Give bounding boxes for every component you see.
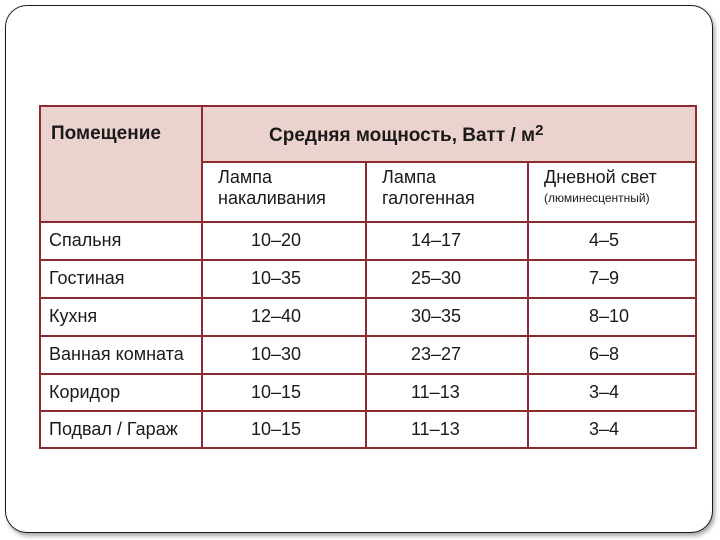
- room-name: Ванная комната: [41, 337, 203, 375]
- incandescent-value: 12–40: [203, 299, 365, 337]
- halogen-value: 25–30: [365, 261, 529, 299]
- room-name: Кухня: [41, 299, 203, 337]
- table-row: [41, 223, 695, 261]
- table-row: [41, 261, 695, 299]
- slide-frame: [5, 5, 713, 533]
- table-row: [41, 375, 695, 413]
- room-name: Коридор: [41, 375, 203, 413]
- header-halogen-line2: галогенная: [382, 188, 475, 208]
- header-power-superscript: 2: [535, 121, 544, 139]
- incandescent-value: 10–15: [203, 412, 365, 447]
- incandescent-value: 10–20: [203, 223, 365, 261]
- daylight-value: 7–9: [529, 261, 695, 299]
- halogen-value: 11–13: [365, 412, 529, 447]
- header-incandescent-line2: накаливания: [218, 188, 326, 208]
- header-average-power: [203, 107, 695, 163]
- incandescent-value: 10–35: [203, 261, 365, 299]
- daylight-value: 3–4: [529, 375, 695, 413]
- daylight-value: 4–5: [529, 223, 695, 261]
- daylight-value: 8–10: [529, 299, 695, 337]
- table-row: [41, 412, 695, 447]
- daylight-value: 3–4: [529, 412, 695, 447]
- halogen-value: 23–27: [365, 337, 529, 375]
- halogen-value: 14–17: [365, 223, 529, 261]
- lighting-power-table: [39, 105, 697, 449]
- header-halogen-lamp: [365, 163, 529, 223]
- header-daylight-line1: Дневной свет: [544, 167, 657, 187]
- table-row: [41, 337, 695, 375]
- incandescent-value: 10–15: [203, 375, 365, 413]
- halogen-value: 30–35: [365, 299, 529, 337]
- room-name: Подвал / Гараж: [41, 412, 203, 447]
- halogen-value: 11–13: [365, 375, 529, 413]
- table-row: [41, 299, 695, 337]
- header-daylight-line2: (люминесцентный): [544, 191, 650, 205]
- room-name: Гостиная: [41, 261, 203, 299]
- incandescent-value: 10–30: [203, 337, 365, 375]
- daylight-value: 6–8: [529, 337, 695, 375]
- header-daylight: [529, 163, 695, 223]
- header-room: Помещение: [41, 107, 203, 223]
- header-average-power-label: Средняя мощность, Ватт / м: [269, 124, 536, 146]
- header-incandescent-lamp: [203, 163, 365, 223]
- header-halogen-line1: Лампа: [382, 167, 436, 187]
- room-name: Спальня: [41, 223, 203, 261]
- header-incandescent-line1: Лампа: [218, 167, 272, 187]
